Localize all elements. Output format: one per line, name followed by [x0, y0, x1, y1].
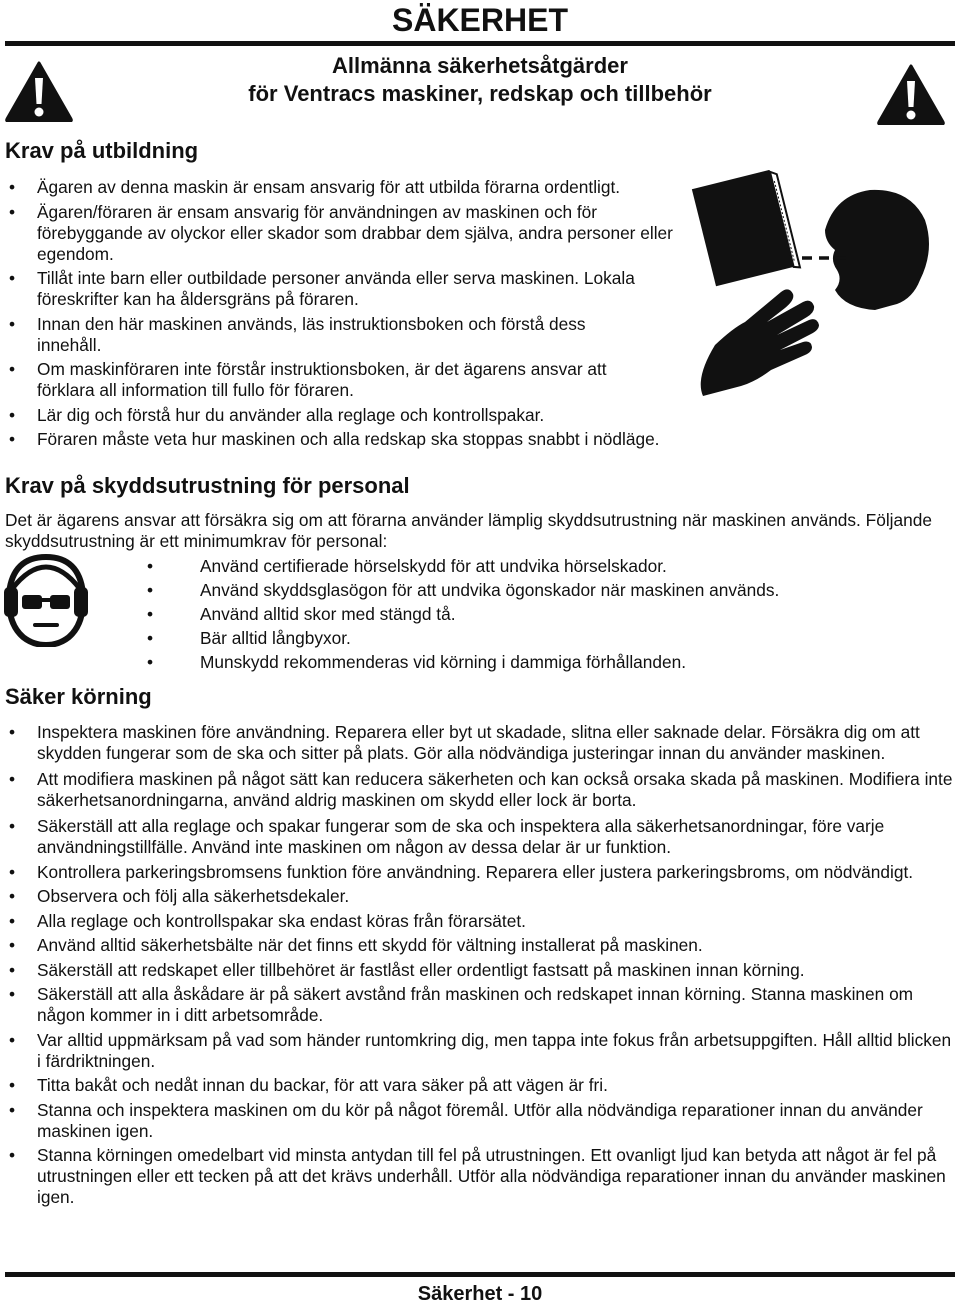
list-item: • Om maskinföraren inte förstår instruktionsboken, är det ägarens ansvar att förklara all information till fullo för föraren. [5, 359, 675, 401]
list-item: • Inspektera maskinen före användning. Reparera eller byt ut skadade, slitna eller saknade delar. Försäkra dig om att skydden fungerar som de ska och sitter på plats. Gör alla nödvändiga justeringar innan du använder maskinen. [5, 722, 955, 764]
header-rule [5, 41, 955, 46]
training-heading: Krav på utbildning [5, 138, 199, 163]
ppe-heading: Krav på skyddsutrustning för personal [5, 473, 410, 498]
list-item: • Titta bakåt och nedåt innan du backar, för att vara säker på att vägen är fri. [5, 1075, 955, 1096]
list-item: • Säkerställ att alla reglage och spakar fungerar som de ska och inspektera alla säkerhetsanordningar, före varje användningstillfälle. Använd inte maskinen om någon av dessa delar är ur funktion. [5, 816, 955, 858]
ppe-intro: Det är ägarens ansvar att försäkra sig om att förarna använder lämplig skyddsutrustning när maskinen används. Följande skyddsutrustning är ett minimumkrav för personal: [5, 510, 932, 551]
ppe-list [143, 554, 779, 674]
subtitle-line-2: för Ventracs maskiner, redskap och tillbehör [248, 81, 712, 106]
training-list [5, 177, 675, 454]
list-item: • Alla reglage och kontrollspakar ska endast köras från förarsätet. [5, 911, 955, 932]
page-subtitle [0, 52, 960, 108]
list-item: • Lär dig och förstå hur du använder alla reglage och kontrollspakar. [5, 405, 797, 426]
list-item: • Bär alltid långbyxor. [143, 626, 779, 650]
list-item: • Ägaren av denna maskin är ensam ansvarig för att utbilda förarna ordentligt. [5, 177, 727, 198]
list-item: • Stanna körningen omedelbart vid minsta antydan till fel på utrustningen. Ett ovanligt ljud kan betyda att något är fel på utrustningen eller ett tecken på att det krävs underhåll. Utför alla nödvändiga reparationer innan du använder maskinen igen. [5, 1145, 955, 1208]
list-item: • Använd skyddsglasögon för att undvika ögonskador när maskinen används. [143, 578, 779, 602]
list-item: • Munskydd rekommenderas vid körning i dammiga förhållanden. [143, 650, 779, 674]
list-item: • Var alltid uppmärksam på vad som händer runtomkring dig, men tappa inte fokus från arbetsuppgiften. Håll alltid blicken i färdriktningen. [5, 1030, 955, 1072]
list-item: • Stanna och inspektera maskinen om du kör på något föremål. Utför alla nödvändiga reparationer innan du använder maskinen igen. [5, 1100, 955, 1142]
list-item: • Säkerställ att alla åskådare är på säkert avstånd från maskinen och redskapet innan körning. Stanna maskinen om någon kommer in i ditt arbetsområde. [5, 984, 955, 1026]
ppe-head-icon [3, 553, 89, 647]
list-item: • Att modifiera maskinen på något sätt kan reducera säkerheten och kan också orsaka skada på maskinen. Modifiera inte säkerhetsanordningarna, använd aldrig maskinen om skydd eller lock är borta. [5, 769, 955, 811]
list-item: • Innan den här maskinen används, läs instruktionsboken och förstå dess innehåll. [5, 314, 675, 356]
list-item: • Observera och följ alla säkerhetsdekaler. [5, 886, 955, 907]
page-title: SÄKERHET [391, 2, 568, 38]
warning-triangle-icon [4, 60, 74, 122]
list-item: • Använd alltid säkerhetsbälte när det finns ett skydd för vältning installerat på maskinen. [5, 935, 955, 956]
list-item: • Använd certifierade hörselskydd för att undvika hörselskador. [143, 554, 779, 578]
warning-triangle-icon [876, 63, 946, 125]
footer-rule [5, 1272, 955, 1277]
subtitle-line-1: Allmänna säkerhetsåtgärder [332, 53, 628, 78]
list-item: • Kontrollera parkeringsbromsens funktion före användning. Reparera eller justera parkeringsbroms, om nödvändigt. [5, 862, 955, 883]
safe-driving-list [5, 722, 955, 1212]
list-item: • Ägaren/föraren är ensam ansvarig för användningen av maskinen och för förebyggande av olyckor eller skador som drabbar dem själva, andra personer eller egendom. [5, 202, 675, 265]
list-item: • Säkerställ att redskapet eller tillbehöret är fastlåst eller ordentligt fastsatt på maskinen innan körning. [5, 960, 955, 981]
read-manual-icon [685, 170, 957, 410]
page-number: Säkerhet - 10 [417, 1283, 543, 1305]
safe-driving-heading: Säker körning [5, 684, 152, 709]
list-item: • Tillåt inte barn eller outbildade personer använda eller serva maskinen. Lokala föreskrifter kan ha åldersgräns på föraren. [5, 268, 675, 310]
list-item: • Föraren måste veta hur maskinen och alla redskap ska stoppas snabbt i nödläge. [5, 429, 827, 450]
list-item: • Använd alltid skor med stängd tå. [143, 602, 779, 626]
